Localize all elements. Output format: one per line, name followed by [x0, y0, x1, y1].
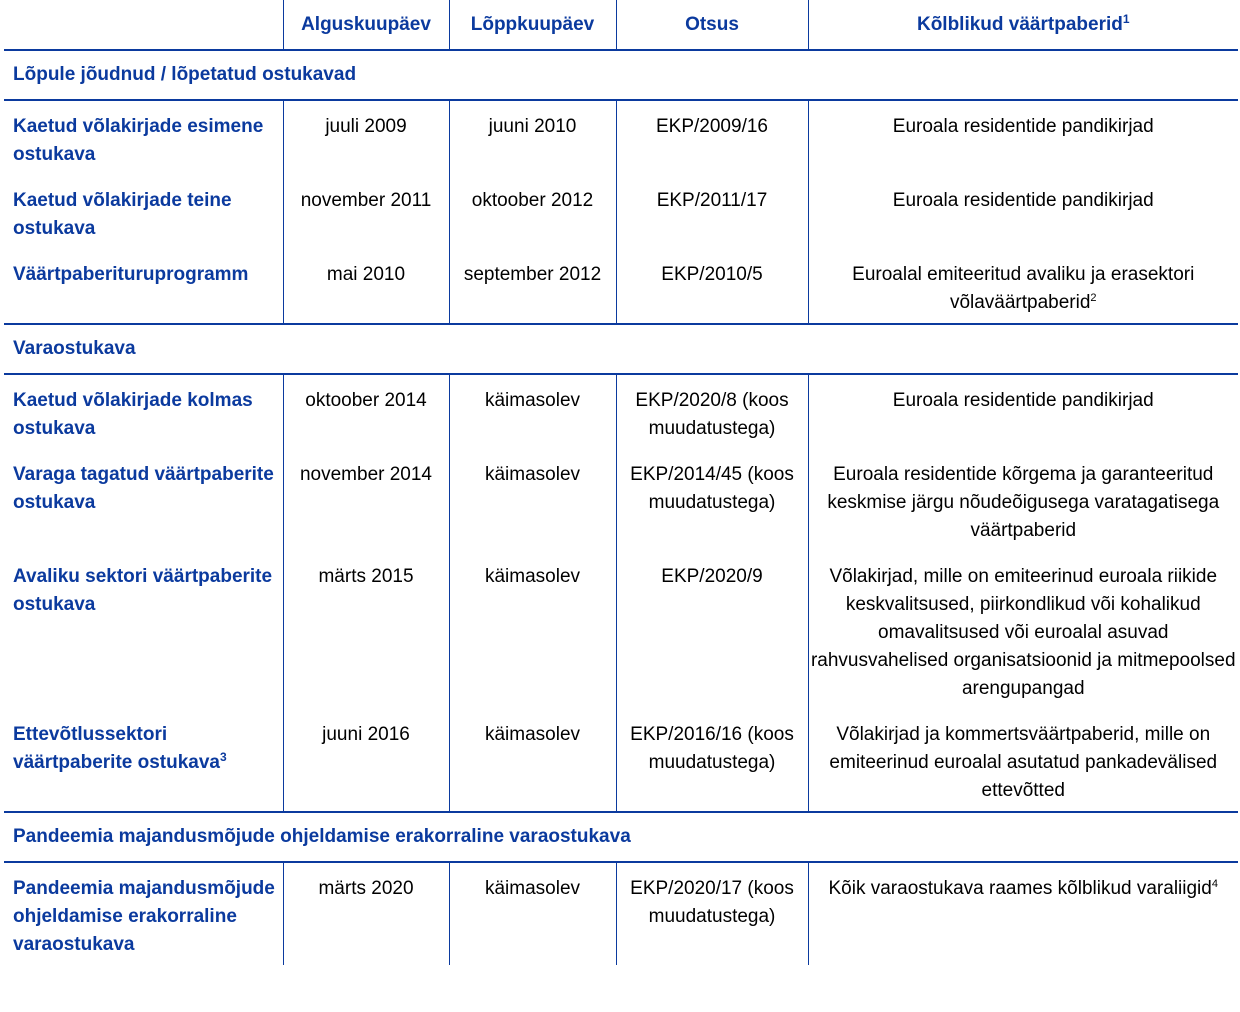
programme-name: Väärtpaberituruprogramm	[4, 249, 283, 324]
start-date: oktoober 2014	[283, 374, 449, 449]
table-row	[4, 100, 1238, 175]
start-date: november 2011	[283, 175, 449, 249]
section-row	[4, 812, 1238, 862]
section-title: Lõpule jõudnud / lõpetatud ostukavad	[4, 50, 1238, 100]
decision: EKP/2010/5	[616, 249, 808, 324]
start-date: juuni 2016	[283, 709, 449, 812]
start-date: märts 2020	[283, 862, 449, 965]
end-date: september 2012	[449, 249, 616, 324]
header-end: Lõppkuupäev	[449, 0, 616, 50]
footnote-ref: 4	[1211, 878, 1218, 890]
end-date: juuni 2010	[449, 100, 616, 175]
decision: EKP/2014/45 (koos muudatustega)	[616, 449, 808, 551]
eligible-securities: Võlakirjad ja kommertsväärtpaberid, mille on emiteerinud euroalal asutatud pankadevälised ettevõtted	[808, 709, 1238, 812]
programme-name: Varaga tagatud väärtpaberite ostukava	[13, 464, 274, 513]
decision: EKP/2020/8 (koos muudatustega)	[616, 374, 808, 449]
footnote-ref: 1	[1122, 11, 1130, 26]
table-row	[4, 709, 1238, 812]
eligible-securities: Euroala residentide pandikirjad	[808, 175, 1238, 249]
section-title: Varaostukava	[4, 324, 1238, 374]
decision: EKP/2011/17	[616, 175, 808, 249]
header-decision: Otsus	[616, 0, 808, 50]
header-blank	[4, 0, 283, 50]
start-date: mai 2010	[283, 249, 449, 324]
table-row	[4, 862, 1238, 965]
decision: EKP/2020/17 (koos muudatustega)	[616, 862, 808, 965]
table-row	[4, 449, 1238, 551]
end-date: käimasolev	[449, 449, 616, 551]
end-date: käimasolev	[449, 709, 616, 812]
start-date: juuli 2009	[283, 100, 449, 175]
programme-name: Kaetud võlakirjade esimene ostukava	[13, 116, 264, 165]
start-date: november 2014	[283, 449, 449, 551]
eligible-securities: Euroala residentide pandikirjad	[808, 100, 1238, 175]
purchase-programmes-table	[4, 0, 1238, 965]
table-row	[4, 249, 1238, 324]
start-date: märts 2015	[283, 551, 449, 709]
eligible-securities: Euroalal emiteeritud avaliku ja erasektori võlaväärtpaberid$^2$	[808, 249, 1238, 324]
eligible-securities: Kõik varaostukava raames kõlblikud varaliigid$^4$	[808, 862, 1238, 965]
header-row	[4, 0, 1238, 50]
programme-name: Pandeemia majandusmõjude ohjeldamise erakorraline varaostukava	[13, 878, 275, 955]
eligible-securities: Euroala residentide kõrgema ja garanteeritud keskmise järgu nõudeõigusega varatagatisega väärtpaberid	[808, 449, 1238, 551]
table-row	[4, 374, 1238, 449]
decision: EKP/2009/16	[616, 100, 808, 175]
header-start: Alguskuupäev	[283, 0, 449, 50]
table-row	[4, 551, 1238, 709]
section-title: Pandeemia majandusmõjude ohjeldamise erakorraline varaostukava	[4, 812, 1238, 862]
end-date: käimasolev	[449, 862, 616, 965]
programme-name: Kaetud võlakirjade teine ostukava	[13, 190, 232, 239]
end-date: oktoober 2012	[449, 175, 616, 249]
footnote-ref: 2	[1090, 292, 1097, 304]
decision: EKP/2020/9	[616, 551, 808, 709]
decision: EKP/2016/16 (koos muudatustega)	[616, 709, 808, 812]
table-row	[4, 175, 1238, 249]
eligible-securities: Võlakirjad, mille on emiteerinud euroala riikide keskvalitsused, piirkondlikud või kohalikud omavalitsused või euroalal asuvad rahvusvahelised organisatsioonid ja mitmepoolsed arengupangad	[808, 551, 1238, 709]
header-eligible: Kõlblikud väärtpaberid$^1$	[808, 0, 1238, 50]
footnote-ref: 3	[220, 750, 227, 764]
end-date: käimasolev	[449, 374, 616, 449]
section-row	[4, 50, 1238, 100]
section-row	[4, 324, 1238, 374]
programme-name: Avaliku sektori väärtpaberite ostukava	[13, 566, 273, 615]
end-date: käimasolev	[449, 551, 616, 709]
programme-name: Kaetud võlakirjade kolmas ostukava	[13, 390, 253, 439]
eligible-securities: Euroala residentide pandikirjad	[808, 374, 1238, 449]
programme-name: Ettevõtlussektori väärtpaberite ostukava$^3$	[4, 709, 283, 812]
